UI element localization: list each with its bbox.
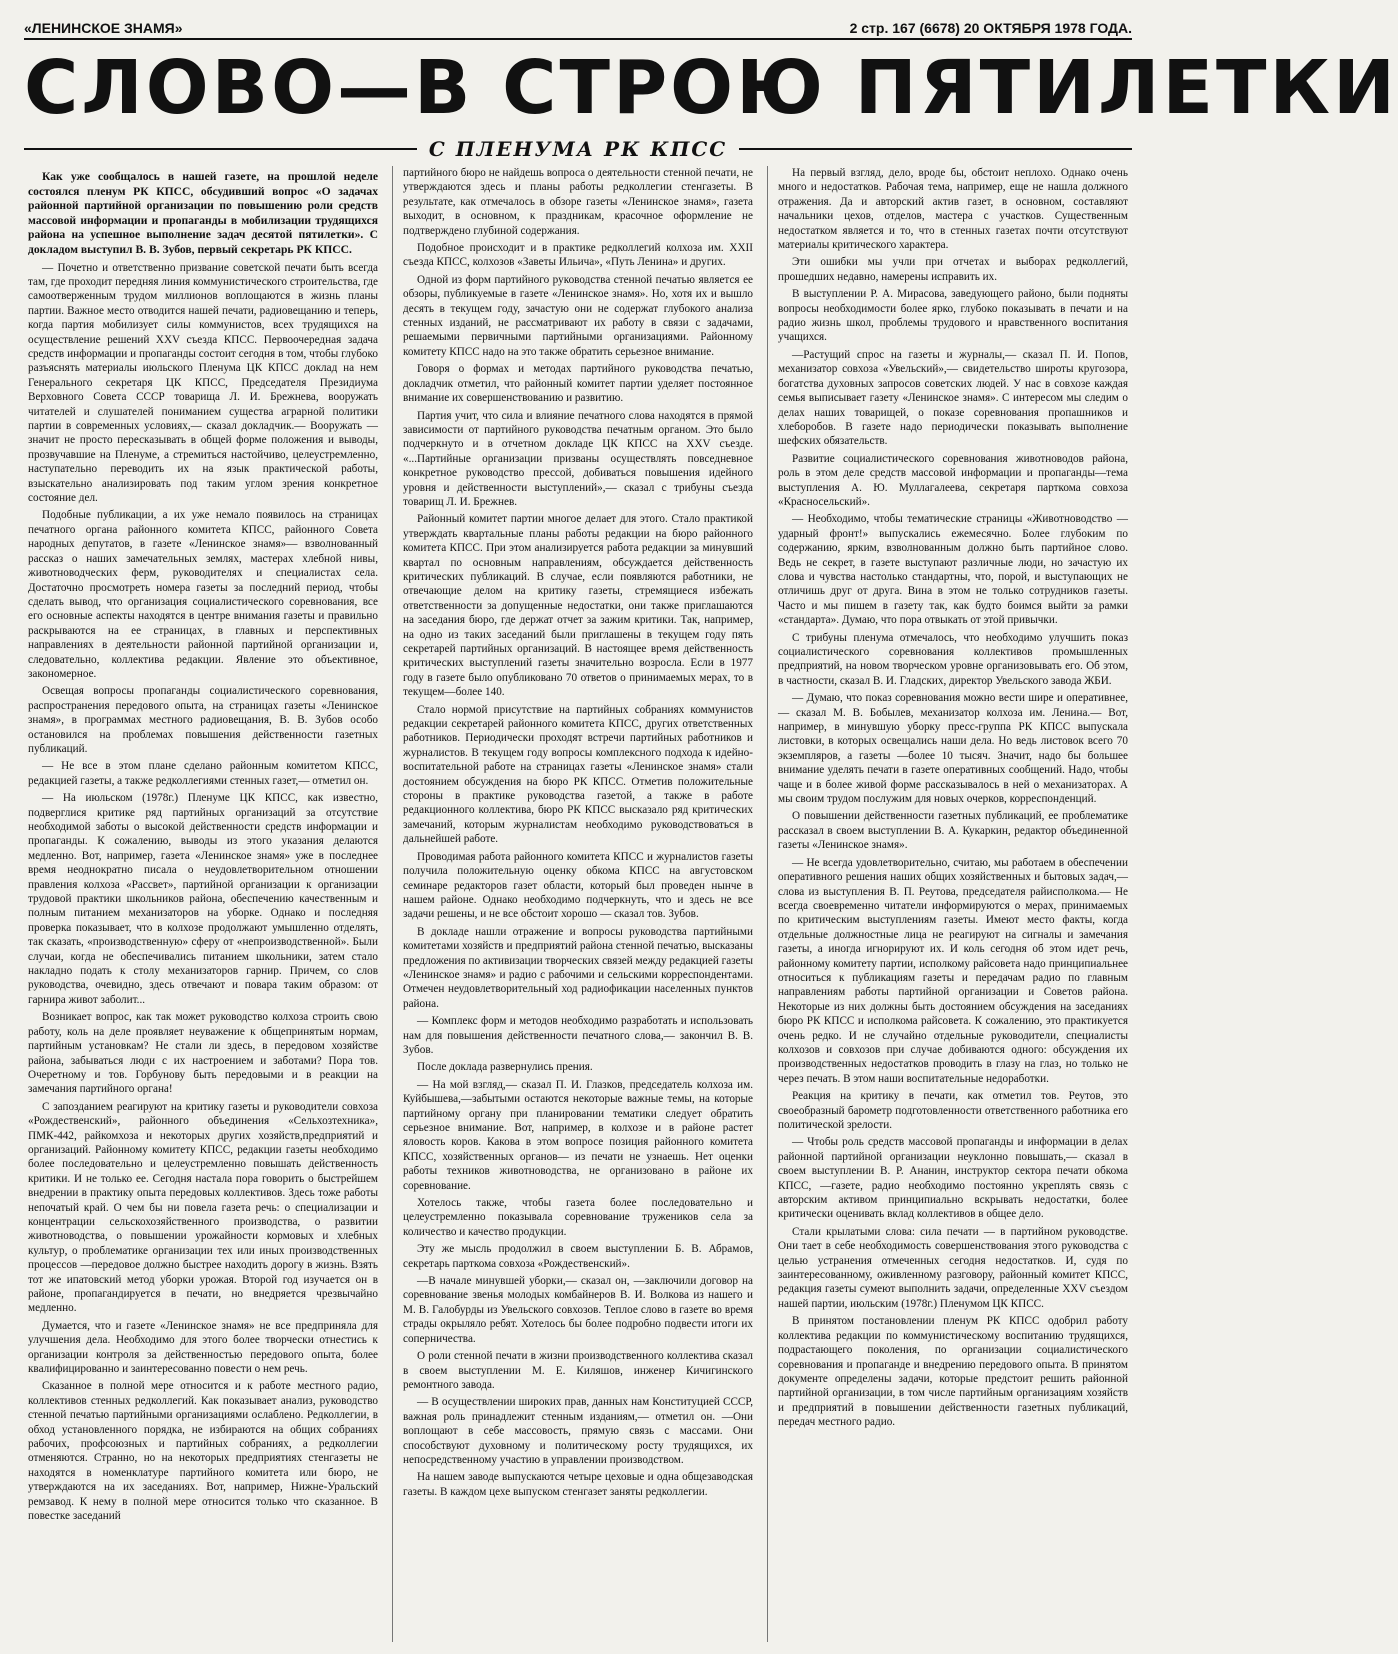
- paragraph: Стали крылатыми слова: сила печати — в партийном руководстве. Они тает в себе необходимость совершенствования этого руководства с целью устранения отмеченных сегодня недостатков. И, судя по заинтересованному, оживленному разговору, районный комитет КПСС, редакция газеты сумеют выполнить задачи, определенные XXV съездом нашей партии, июльским (1978г.) Пленумом ЦК КПСС.: [778, 1225, 1128, 1310]
- paragraph: На первый взгляд, дело, вроде бы, обстоит неплохо. Однако очень много и недостатков. Рабочая тема, например, еще не нашла должного отражения. Да и авторский актив газет, в основном, составляют начальники цехов, отделов, мастера с участков. Существенным недостатком является и то, что в стенных газетах почти отсутствуют материалы критического характера.: [778, 167, 1128, 252]
- paragraph: С трибуны пленума отмечалось, что необходимо улучшить показ социалистического соревнования коллективов промышленных предприятий, на новом творческом уровне организовывать его. Об этом, в частности, сказал В. И. Гладских, директор Увельского завода ЖБИ.: [778, 631, 1128, 687]
- subhead-rule-left: [24, 148, 417, 150]
- paragraph: —Растущий спрос на газеты и журналы,— сказал П. И. Попов, механизатор совхоза «Увельский»,— свидетельство широты кругозора, богатства духовных запросов советских людей. У нас в совхозе каждая семья выписывает газету «Ленинское знамя». С интересом мы следим о делах наших товарищей, о показе соревнования пропашников и хлеборобов. В газете надо периодически показывать выполнение шефских обязательств.: [778, 348, 1128, 448]
- paragraph: — Не всегда удовлетворительно, считаю, мы работаем в обеспечении оперативного решения наших общих хозяйственных и бытовых задач,— слова из выступления В. П. Реутова, председателя райисполкома.— Не всегда своевременно читатели информируются о мерах, принимаемых по критическим выступлениям газеты. Имеют место факты, когда отдельные должностные лица не реагируют на сигналы и замечания газеты, а иногда игнорируют их. И коль сегодня об этом идет речь, районному комитету партии, исполкому райсовета надо принципиальнее относиться к публикациям газеты и передачам радио по главным направлениям работы партийной организации и Советов района. Некоторые из них должны быть достоянием обсуждения на заседаниях бюро РК КПСС и исполкома райсовета. К сожалению, это практикуется очень редко. И не случайно отдельные руководители, специалисты колхозов и совхозов при случае добиваются одного: обсуждения их производственных недостатков проводить в глазу на глаз, но только не через печать. В этом наши воспитательные недоработки.: [778, 856, 1128, 1085]
- paragraph: Хотелось также, чтобы газета более последовательно и целеустремленно показывала соревнование тружеников села за количество и качество продукции.: [403, 1197, 753, 1238]
- paragraph: Возникает вопрос, как так может руководство колхоза строить свою работу, коль на деле проявляет неуважение к общепринятым нормам, партийным установкам? Не стали ли здесь, в передовом хозяйстве района, забываться люди с их настроением и заботами? Пора тов. Очеретному и тов. Горбунову быть передовыми и в реакции на замечания партийного органа!: [28, 1011, 378, 1096]
- paragraph: Эту же мысль продолжил в своем выступлении Б. В. Абрамов, секретарь парткома совхоза «Рождественский».: [403, 1243, 753, 1270]
- paragraph: В принятом постановлении пленум РК КПСС одобрил работу коллектива редакции по коммунистическому воспитанию трудящихся, подрастающего поколения, по организации социалистического соревнования и пропаганде и внедрению передового опыта. В принятом документе определены задачи, которые предстоит решить районной партийной организации, в том числе партийным организациям хозяйств и предприятий в повышении действенности газетных публикаций, передач местного радио.: [778, 1315, 1128, 1429]
- paragraph: — На июльском (1978г.) Пленуме ЦК КПСС, как известно, подверглися критике ряд партийных организаций за отсутствие необходимой заботы о высокой действенности средств информации и пропаганды. К сожалению, выводы из этого указания делаются медленно. Вот, например, газета «Ленинское знамя» уже в последнее время неоднократно писала о неудовлетворительном отношении правления колхоза «Рассвет», партийной организации к организации трудовой практики школьников района, обеспечению качественным и полным питанием механизаторов на уборке. Однако и последняя проверка показывает, что в колхозе продолжают умышленно отделять, так сказать, «производственную» сферу от «непроизводственной». Были случаи, когда не обеспечивались питанием школьники, затем стало накладно подать к столу механизаторов гарнир. Причем, со слов руководства, очевидно, здесь отвечают и повара таким образом: от гарнира живот заболит...: [28, 792, 378, 1006]
- paragraph: На нашем заводе выпускаются четыре цеховые и одна общезаводская газеты. В каждом цехе выпуском стенгазет заняты редколлегии.: [403, 1471, 753, 1498]
- paragraph: В выступлении Р. А. Мирасова, заведующего районо, были подняты вопросы необходимости более ярко, глубоко показывать в печати и на радио жизнь школ, проблемы трудового и нравственного воспитания учащихся.: [778, 288, 1128, 344]
- paragraph: Партия учит, что сила и влияние печатного слова находятся в прямой зависимости от партийного руководства печатным органом. Это было подчеркнуто и в отчетном докладе ЦК КПСС на XXV съезде. «...Партийные организации призваны осуществлять повседневное конкретное руководство прессой, добиваться повышения идейного уровня и действенности выступлений»,— сказал с трибуны съезда товарищ Л. И. Брежнев.: [403, 409, 753, 508]
- paragraph: Подобные публикации, а их уже немало появилось на страницах печатного органа районного комитета КПСС, районного Совета народных депутатов, в газете «Ленинское знамя»— взволнованный рассказ о наших замечательных землях, мастерах хлебной нивы, животноводческих ферм, руководителях и специалистах села. Достаточно просмотреть номера газеты за последний период, чтобы сделать вывод, что организация социалистического соревнования, все его основные аспекты находятся в центре внимания газеты и правильно раскрываются на ее страницах, в главных и перспективных направлениях в деятельности районной партийной организации и, следовательно, коллектива редакции. Явление это объективное, закономерное.: [28, 509, 378, 680]
- paragraph: После доклада развернулись прения.: [417, 1061, 593, 1074]
- paragraph: О роли стенной печати в жизни производственного коллектива сказал в своем выступлении М. Е. Киляшов, инженер Кичигинского ремонтного завода.: [403, 1350, 753, 1391]
- paragraph: —В начале минувшей уборки,— сказал он, —заключили договор на соревнование звенья молодых комбайнеров В. И. Волкова из нашего и М. В. Галобурды из Увельского совхозов. Теплое слово в газете во время страды окрыляло ребят. Хотелось бы более подробно подвести итоги их соперничества.: [403, 1275, 753, 1345]
- paragraph: Говоря о формах и методах партийного руководства печатью, докладчик отметил, что районный комитет партии уделяет постоянное внимание их совершенствованию и развитию.: [403, 363, 753, 405]
- paragraph: — Необходимо, чтобы тематические страницы «Животноводство —ударный фронт!» выпускались ежемесячно. Более глубоким по содержанию, ярким, взволнованным должно быть партийное слово. Ведь не секрет, в газете выступают различные люди, но зачастую их слова и чувства настолько стандартны, что, порой, и выступающих не отличишь друг от друга. Вина в этом не только сотрудников газеты. Часто и мы пишем в газету так, как будто боимся выйти за рамки «стандарта». Думаю, что пора отвыкать от этой привычки.: [778, 513, 1128, 627]
- paragraph: Эти ошибки мы учли при отчетах и выборах редколлегий, прошедших недавно, намерены исправить их.: [778, 256, 1128, 283]
- subhead: С ПЛЕНУМА РК КПСС: [428, 137, 728, 161]
- paragraph: В докладе нашли отражение и вопросы руководства партийными комитетами хозяйств и предприятий района стенной печатью, высказаны предложения по активизации творческих связей между редакцией газеты «Ленинское знамя» и радио с рабочими и сельскими корреспондентами. Отмечен неудовлетворительный ход радиофикации населенных пунктов района.: [403, 925, 753, 1010]
- paragraph: Освещая вопросы пропаганды социалистического соревнования, распространения передового опыта, на страницах газеты «Ленинское знамя», в программах местного радиовещания, В. В. Зубов особо остановился на проблемах повышения действенности газетных публикаций.: [28, 685, 378, 755]
- paragraph: — Почетно и ответственно призвание советской печати быть всегда там, где проходит передняя линия коммунистического строительства, где самоотверженным трудом миллионов воплощаются в жизнь планы партии. Важное место отводится нашей печати, радиовещанию и теперь, когда партия мобилизует силы коммунистов, всех трудящихся на осуществление решений XXV съезда КПСС. Первоочередная задача средств информации и пропаганды состоит сегодня в том, чтобы глубоко разъяснять материалы июльского Пленума ЦК КПСС доклад на нем Генерального секретаря ЦК КПСС, Председателя Президиума Верховного Совета СССР товарища Л. И. Брежнева, вооружать читателей и слушателей пониманием существа аграрной политики партии в современных условиях,— сказал докладчик.— Вооружать —значит не просто пересказывать в общей форме положения и выводы, прозвучавшие на Пленуме, а стремиться настойчиво, целеустремленно, наступательно переводить их на язык практической работы, взыскательно анализировать под таким углом зрения конкретное состояние дел.: [28, 261, 378, 505]
- paragraph: — Комплекс форм и методов необходимо разработать и использовать нам для повышения действенности печатного слова,— закончил В. В. Зубов.: [403, 1015, 753, 1056]
- paragraph: Думается, что и газете «Ленинское знамя» не все предприняла для улучшения дела. Необходимо для этого более творчески отнестись к организации контроля за действенностью передового опыта, более квалифицированно и заинтересованно повести о нем речь.: [28, 1319, 378, 1376]
- issue-info: 2 стр. 167 (6678) 20 ОКТЯБРЯ 1978 ГОДА.: [849, 20, 1132, 36]
- article-body: [28, 166, 1128, 1642]
- paragraph: — Думаю, что показ соревнования можно вести шире и оперативнее,— сказал М. В. Бобылев, механизатор колхоза им. Ленина.— Вот, например, в минувшую уборку пресс-группа РК КПСС выпускала листовки, в которых освещались наши дела. Но ведь листовок всего 70 экземпляров, а газеты —более 10 тысяч. Значит, надо бы большее внимание уделять печати в газете оперативных сообщений. Надо, чтобы чаще и в более живой форме рассказывалось в ней о механизаторах. А мы своим трудом послужим для новых очерков, корреспонденций.: [778, 692, 1128, 806]
- paragraph: С запозданием реагируют на критику газеты и руководители совхоза «Рождественский», районного объединения «Сельхозтехника», ПМК-442, райкомхоза и некоторых других хозяйств,предприятий и организаций. Районному комитету КПСС, редакции газеты необходимо более последовательно и целеустремленно повышать действенность критики. И не только ее. Сегодня настала пора говорить о быстрейшем внедрении в практику опыта передовых коллективов. Здесь тоже работы непочатый край. О чем бы ни повела газета речь: о специализации и концентрации сельскохозяйственного производства, о развитии животноводства, о повышении урожайности кормовых и хлебных культур, о проблематике организации тех или иных производственных процессов —передовое должно быстрее находить дорогу в жизнь. Взять тот же ипатовский метод уборки урожая. Второй год изучается он в районе, пропагандируется в печати, но внедряется чрезвычайно медленно.: [28, 1100, 378, 1315]
- column-2: [392, 166, 753, 1642]
- paragraph: Реакция на критику в печати, как отметил тов. Реутов, это своеобразный барометр подготовленности ответственного работника его политической зрелости.: [778, 1090, 1128, 1131]
- paragraph: Сказанное в полной мере относится и к работе местного радио, коллективов стенных редколлегий. Как показывает анализ, руководство стенной печатью партийными организациями ослаблено. Редколлегии, в обход установленного порядка, не избираются на общих собраниях рабочих, профсоюзных и партийных собраниях, а редколлегии отменяются. Странно, но на некоторых предприятиях стенгазеты не находятся в номенклатуре партийного комитета или бюро, не утверждаются на их заседаниях. Вот, например, Нижне-Уральский ремзавод. К нему в полной мере относится только что сказанное. В повестке заседаний: [28, 1380, 378, 1523]
- masthead: [24, 16, 1132, 40]
- article-lead: Как уже сообщалось в нашей газете, на прошлой неделе состоялся пленум РК КПСС, обсудивший вопрос «О задачах районной партийной организации по повышению роли средств массовой информации и пропаганды в мобилизации трудящихся района на успешное выполнение задач десятой пятилетки». С докладом выступил В. В. Зубов, первый секретарь РК КПСС.: [28, 170, 378, 256]
- paragraph: — На мой взгляд,— сказал П. И. Глазков, председатель колхоза им. Куйбышева,—забытыми остаются некоторые важные темы, на которые партийному органу при планировании тематики следует обратить серьезное внимание. Вот, например, в колхозе и в районе растет яловость коров. Какова в этом вопросе позиция районного комитета КПСС, хозяйственных органов— из печати не узнаешь. Нет оценки работы техников животноводства, не организовано в районе их соревнование.: [403, 1078, 753, 1192]
- page-headline: СЛОВО—В СТРОЮ ПЯТИЛЕТКИ: [24, 45, 1398, 131]
- column-3: [767, 166, 1128, 1642]
- subhead-row: [24, 136, 1132, 162]
- paragraph: — В осуществлении широких прав, данных нам Конституцией СССР, важная роль принадлежит стенным изданиям,— отметил он. —Они воплощают в себе массовость, прямую связь с массами. Они способствуют духовному и политическому росту трудящихся, их непосредственному участию в управлении производством.: [403, 1396, 753, 1466]
- subhead-rule-right: [739, 148, 1132, 150]
- paragraph: Развитие социалистического соревнования животноводов района, роль в этом деле средств массовой информации и пропаганды—тема выступления А. Ю. Муллагалеева, секретаря парткома совхоза «Красносельский».: [778, 452, 1128, 508]
- paragraph: О повышении действенности газетных публикаций, ее проблематике рассказал в своем выступлении В. А. Кукаркин, редактор объединенной газеты «Ленинское знамя».: [778, 810, 1128, 852]
- paragraph: партийного бюро не найдешь вопроса о деятельности стенной печати, не утверждаются здесь и планы работы редколлегии стенгазеты. В результате, как отмечалось в обзоре газеты «Ленинское знамя», газета выходит, в основном, к праздникам, красочное оформление не подтверждено глубиной содержания.: [403, 167, 753, 237]
- paragraph: Стало нормой присутствие на партийных собраниях коммунистов редакции секретарей районного комитета КПСС, других ответственных работников. Периодически проходят встречи партийных работников и журналистов. В текущем году вопросы комплексного подхода к идейно- воспитательной работе на страницах газеты «Ленинское знамя» стали достоянием обсуждения на бюро РК КПСС. Отметив положительные стороны в практике руководства газетой, а также в работе редакционного коллектива, бюро РК КПСС высказало ряд критических замечаний, которым журналистам необходимо руководствоваться в дальнейшей работе.: [403, 703, 753, 846]
- column-1: [28, 166, 378, 1642]
- paragraph: Проводимая работа районного комитета КПСС и журналистов газеты получила положительную оценку обкома КПСС на августовском семинаре редакторов газет области, который был проведен нынче в нашем районе. Однако необходимо подчеркнуть, что и здесь не все задачи решены, и не все обстоит хорошо — сказал тов. Зубов.: [403, 850, 753, 921]
- paragraph: — Чтобы роль средств массовой пропаганды и информации в делах районной партийной организации неуклонно повышать,— сказал в своем выступлении В. Р. Ананин, инструктор сектора печати обкома КПСС, —газете, радио необходимо постоянно укреплять связь с авторским активом принципиально вскрывать недостатки, более критически оценивать вклад коллективов в общее дело.: [778, 1136, 1128, 1221]
- paragraph: Районный комитет партии многое делает для этого. Стало практикой утверждать квартальные планы работы редакции на бюро районного комитета КПСС. При этом анализируется работа редакции за минувший квартал по основным направлениям, обсуждается действенность критических публикаций. В случае, если появляются работники, не отвечающие делом на критику газеты, стремящиеся избежать ответственности за допущенные недостатки, они также приглашаются на заседания бюро, где держат отчет за зажим критики. Так, например, на одно из таких заседаний были приглашены в текущем году пять секретарей партийных организаций. В настоящее время действенность критических выступлений газеты значительно возросла. Если в 1977 году в газете было опубликовано 70 ответов о принимаемых мерах, то в текущем—более 140.: [403, 513, 753, 699]
- paragraph: Одной из форм партийного руководства стенной печатью является ее обзоры, публикуемые в газете «Ленинское знамя». Но, хотя их и вышло десять в текущем году, зачастую они не содержат глубокого анализа стенных изданий, не рассматривают их работу в связи с задачами, решаемыми первичными партийными организациями. Районному комитету КПСС надо на это также обратить серьезное внимание.: [403, 273, 753, 358]
- paragraph: — Не все в этом плане сделано районным комитетом КПСС, редакцией газеты, а также редколлегиями стенных газет,— отметил он.: [28, 760, 378, 787]
- paragraph: Подобное происходит и в практике редколлегий колхоза им. XXII съезда КПСС, колхозов «Заветы Ильича», «Путь Ленина» и других.: [403, 242, 753, 269]
- paper-name: «ЛЕНИНСКОЕ ЗНАМЯ»: [24, 20, 183, 36]
